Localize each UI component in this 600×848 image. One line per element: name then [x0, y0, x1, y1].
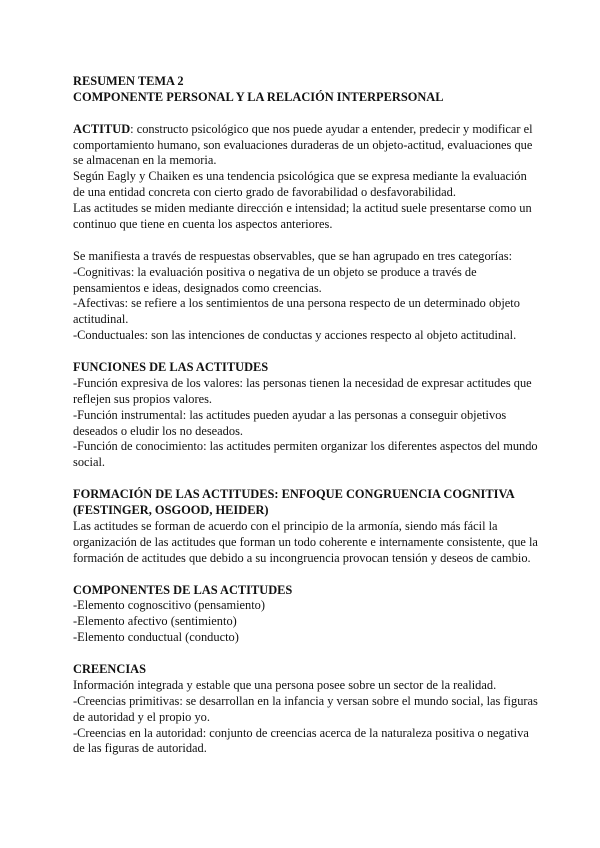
spacer: [73, 233, 543, 249]
text-line: social.: [73, 455, 105, 470]
text-line: se almacenan en la memoria.: [73, 153, 217, 168]
text-line: deseados o eludir los no deseados.: [73, 423, 243, 438]
actitud-term: ACTITUD: [73, 121, 131, 136]
text-line: Se manifiesta a través de respuestas observables, que se han agrupado en tres categorías:: [73, 248, 513, 263]
section-heading: COMPONENTES DE LAS ACTITUDES: [73, 582, 293, 597]
text-line: organización de las actitudes que forman un todo coherente e internamente consistente, que la: [73, 534, 538, 549]
spacer: [73, 471, 543, 487]
spacer: [73, 646, 543, 662]
section-componentes: [73, 583, 543, 647]
section-creencias: [73, 662, 543, 757]
section-heading: CREENCIAS: [73, 661, 146, 676]
text-line: Información integrada y estable que una persona posee sobre un sector de la realidad.: [73, 677, 497, 692]
section-categorias: [73, 249, 543, 344]
section-heading: FORMACIÓN DE LAS ACTITUDES: ENFOQUE CONGRUENCIA COGNITIVA: [73, 487, 515, 502]
text-line: de las figuras de autoridad.: [73, 741, 207, 756]
text-line: de una entidad concreta con cierto grado de favorabilidad o desfavorabilidad.: [73, 185, 456, 200]
text-line: -Función de conocimiento: las actitudes permiten organizar los diferentes aspectos del mundo: [73, 439, 538, 454]
text-line: -Elemento cognoscitivo (pensamiento): [73, 598, 266, 613]
actitud-definition: : constructo psicológico que nos puede ayudar a entender, predecir y modificar el: [130, 121, 533, 136]
text-line: -Función expresiva de los valores: las personas tienen la necesidad de expresar actitudes que: [73, 375, 532, 390]
text-line: Según Eagly y Chaiken es una tendencia psicológica que se expresa mediante la evaluación: [73, 169, 527, 184]
document-page: [73, 74, 543, 757]
spacer: [73, 567, 543, 583]
section-actitud: [73, 122, 543, 233]
text-line: comportamiento humano, son evaluaciones duraderas de un objeto-actitud, evaluaciones que: [73, 137, 533, 152]
text-line: -Afectivas: se refiere a los sentimientos de una persona respecto de un determinado objeto: [73, 296, 520, 311]
document-title: RESUMEN TEMA 2: [73, 74, 184, 88]
text-line: -Conductuales: son las intenciones de conductas y acciones respecto al objeto actitudinal.: [73, 328, 517, 343]
document-subtitle: COMPONENTE PERSONAL Y LA RELACIÓN INTERPERSONAL: [73, 89, 444, 104]
section-formacion: [73, 487, 543, 566]
text-line: -Elemento afectivo (sentimiento): [73, 614, 237, 629]
section-funciones: [73, 360, 543, 471]
text-line: -Cognitivas: la evaluación positiva o negativa de un objeto se produce a través de: [73, 264, 477, 279]
text-line: -Función instrumental: las actitudes pueden ayudar a las personas a conseguir objetivos: [73, 407, 507, 422]
text-line: de autoridad y el propio yo.: [73, 709, 210, 724]
text-line: Las actitudes se forman de acuerdo con el principio de la armonía, siendo más fácil la: [73, 518, 498, 533]
section-heading: FUNCIONES DE LAS ACTITUDES: [73, 360, 269, 375]
text-line: continuo que tiene en cuenta los aspectos anteriores.: [73, 217, 333, 232]
text-line: formación de actitudes que debido a su incongruencia provocan tensión y deseos de cambio.: [73, 550, 531, 565]
text-line: -Elemento conductual (conducto): [73, 630, 239, 645]
spacer: [73, 344, 543, 360]
text-line: pensamientos e ideas, designados como creencias.: [73, 280, 322, 295]
text-line: -Creencias en la autoridad: conjunto de creencias acerca de la naturaleza positiva o negativa: [73, 725, 529, 740]
text-line: -Creencias primitivas: se desarrollan en la infancia y versan sobre el mundo social, las figuras: [73, 693, 538, 708]
text-line: Las actitudes se miden mediante dirección e intensidad; la actitud suele presentarse como un: [73, 201, 532, 216]
text-line: reflejen sus propios valores.: [73, 391, 213, 406]
text-line: actitudinal.: [73, 312, 129, 327]
spacer: [73, 106, 543, 122]
actitud-definition-line: [73, 122, 543, 138]
section-heading: (FESTINGER, OSGOOD, HEIDER): [73, 503, 269, 518]
